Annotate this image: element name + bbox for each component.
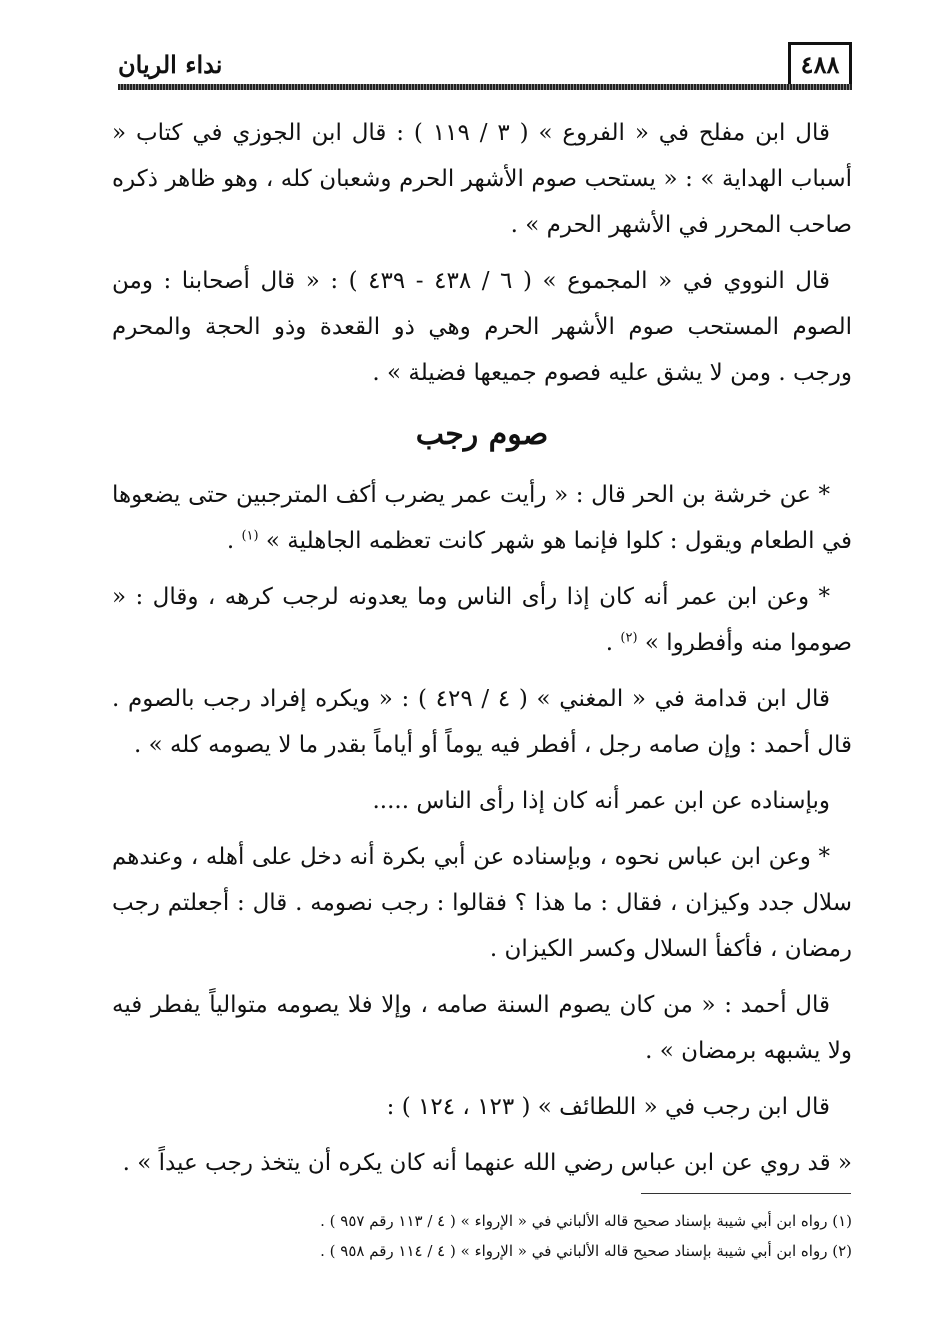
paragraph-text: قال ابن قدامة في « المغني » ( ٤ / ٤٢٩ ) : « ويكره إفراد رجب بالصوم . قال أحمد : وإن صامه رجل ، أفطر فيه يوماً أو أياماً بقدر ما لا يصومه كله » .	[112, 686, 852, 758]
paragraph-nawawi: قال النووي في « المجموع » ( ٦ / ٤٣٨ - ٤٣٩ ) : « قال أصحابنا : ومن الصوم المستحب صوم الأشهر الحرم وهي ذو القعدة وذو الحجة والمحرم ورجب . ومن لا يشق عليه فصوم جميعها فضيلة » .	[112, 268, 852, 386]
paragraph	[112, 472, 852, 564]
quote-line: « قد روي عن ابن عباس رضي الله عنهما أنه كان يكره أن يتخذ رجب عيداً » .	[122, 1150, 852, 1176]
footnotes	[112, 1206, 852, 1266]
footnote-ref[interactable]: (٢)	[620, 630, 638, 646]
paragraph-text: وبإسناده عن ابن عمر أنه كان إذا رأى الناس .....	[372, 788, 830, 814]
paragraph-text: * وعن ابن عباس نحوه ، وبإسناده عن أبي بكرة أنه دخل على أهله ، وعندهم سلال جدد وكيزان ، فقال : ما هذا ؟ فقالوا : رجب نصومه . قال : أجعلتم رجب رمضان ، فأكفأ السلال وكسر الكيزان .	[112, 844, 852, 962]
section-heading: صوم رجب	[415, 417, 549, 452]
paragraph-tail: .	[226, 528, 242, 554]
paragraph-text: قال أحمد : « من كان يصوم السنة صامه ، وإلا فلا يصومه متوالياً يفطر فيه ولا يشبهه برمضان » .	[112, 992, 852, 1064]
paragraph	[112, 778, 852, 824]
paragraph-text: قال ابن رجب في « اللطائف » ( ١٢٣ ، ١٢٤ ) :	[386, 1094, 830, 1120]
header-rule	[118, 84, 852, 90]
paragraph-tail: .	[605, 630, 621, 656]
paragraph-text: * عن خرشة بن الحر قال : « رأيت عمر يضرب أكف المترجبين حتى يضعوها في الطعام ويقول : كلوا فإنما هو شهر كانت تعظمه الجاهلية »	[112, 482, 852, 554]
footnote-2: (٢) رواه ابن أبي شيبة بإسناد صحيح قاله الألباني في « الإرواء » ( ٤ / ١١٤ رقم ٩٥٨ ) .	[320, 1242, 852, 1260]
paragraph	[112, 574, 852, 666]
paragraph-text: * وعن ابن عمر أنه كان إذا رأى الناس وما يعدونه لرجب كرهه ، وقال : « صوموا منه وأفطروا »	[112, 584, 852, 656]
paragraph	[112, 982, 852, 1074]
paragraph	[112, 1084, 852, 1130]
footnote-ref[interactable]: (١)	[241, 528, 259, 544]
paragraph	[112, 834, 852, 972]
footnote-rule	[641, 1193, 851, 1194]
page-body	[112, 110, 852, 1196]
page-number: ٤٨٨	[788, 42, 852, 84]
paragraph	[112, 676, 852, 768]
footnote-1: (١) رواه ابن أبي شيبة بإسناد صحيح قاله الألباني في « الإرواء » ( ٤ / ١١٣ رقم ٩٥٧ ) .	[320, 1212, 852, 1230]
page-header	[118, 42, 852, 90]
paragraph-ibn-muflih: قال ابن مفلح في « الفروع » ( ٣ / ١١٩ ) : قال ابن الجوزي في كتاب « أسباب الهداية » : « يستحب صوم الأشهر الحرم وشعبان كله ، وهو ظاهر ذكره صاحب المحرر في الأشهر الحرم » .	[112, 120, 852, 238]
running-title: نداء الريان	[118, 50, 223, 79]
